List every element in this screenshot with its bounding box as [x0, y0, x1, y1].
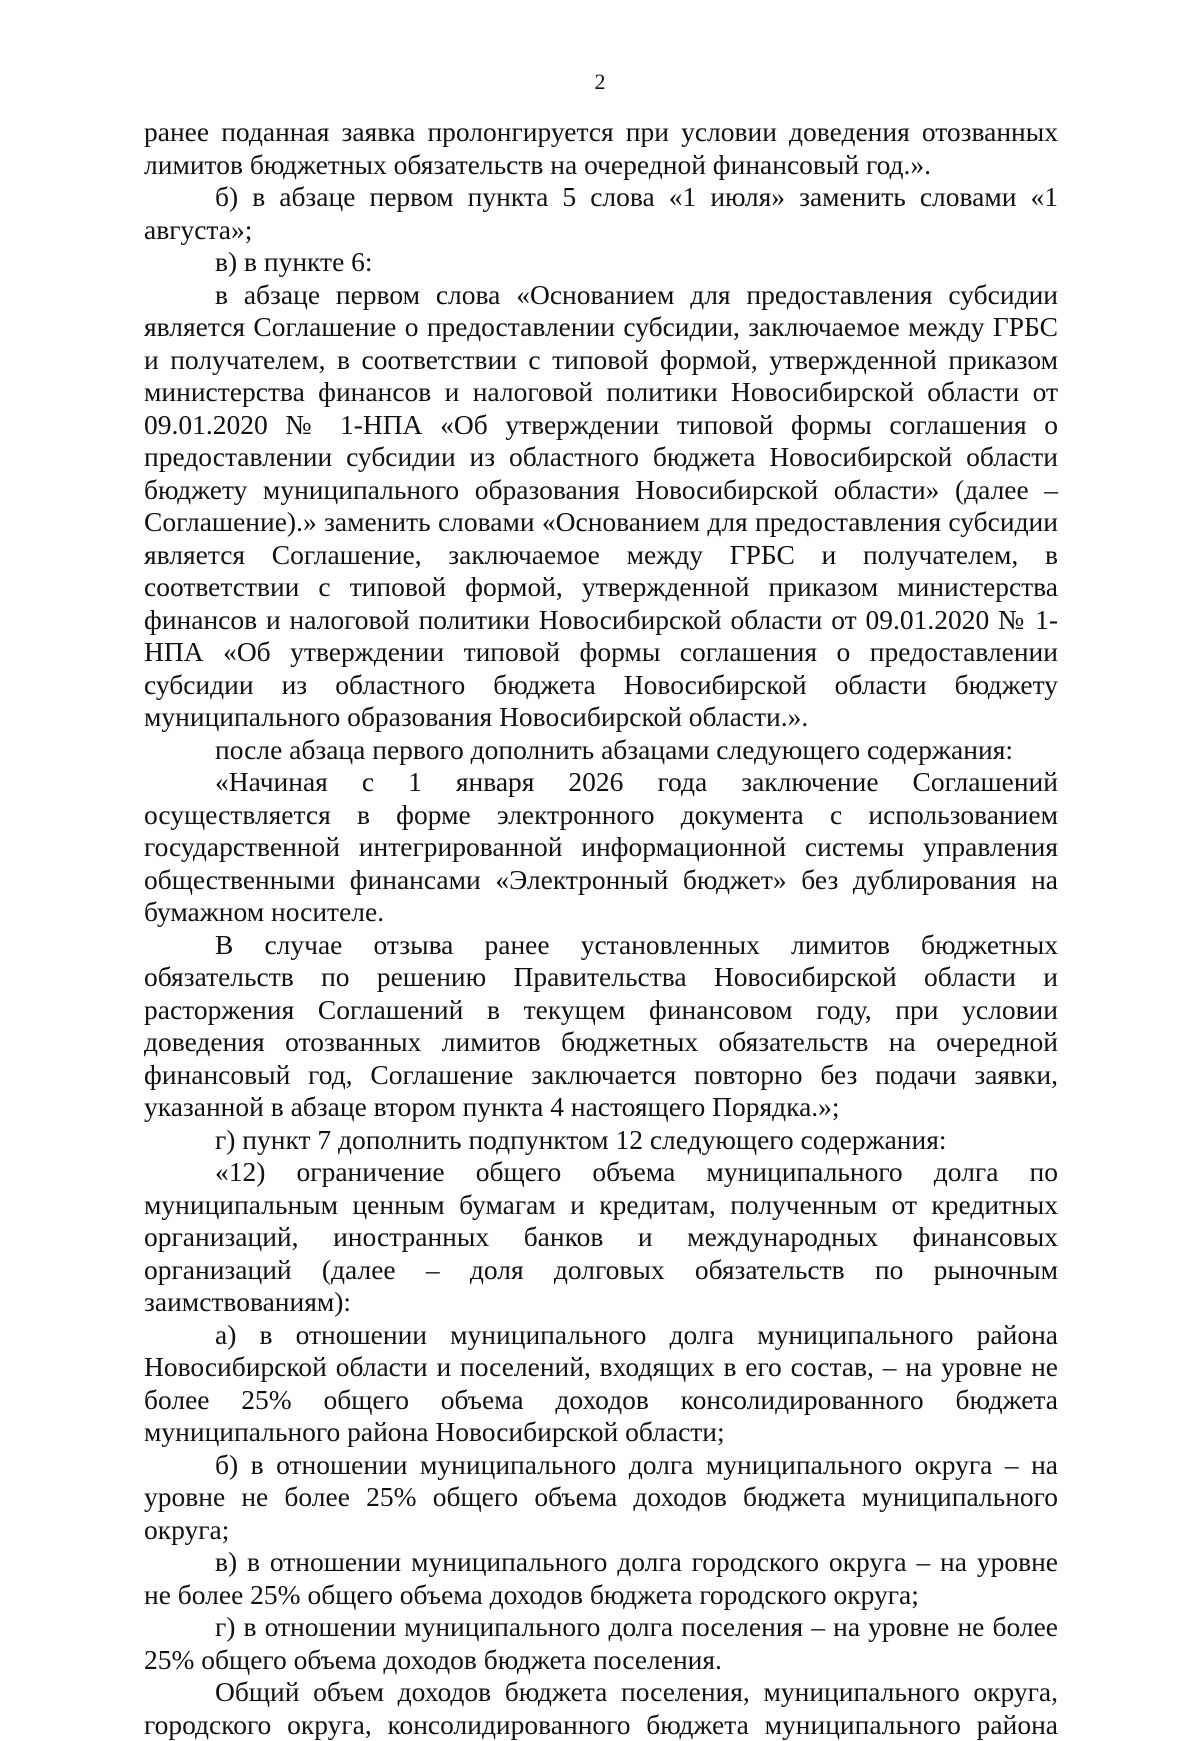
- paragraph-item-v: в) в отношении муниципального долга городского округа – на уровне не более 25% общего объема доходов бюджета городского округа;: [144, 1546, 1058, 1610]
- paragraph-amendment-g: г) пункт 7 дополнить подпунктом 12 следующего содержания:: [215, 1123, 947, 1155]
- page-number: 2: [594, 69, 606, 94]
- paragraph-first-abzac-replacement: в абзаце первом слова «Основанием для предоставления субсидии является Соглашение о предоставлении субсидии, заключаемое между ГРБС и получателем, в соответствии с типовой формой, утвержденной приказом министерства финансов и налоговой политики Новосибирской области от 09.01.2020 № 1-НПА «Об утверждении типовой формы соглашения о предоставлении субсидии из областного бюджета Новосибирской области бюджету муниципального образования Новосибирской области» (далее – Соглашение).» заменить словами «Основанием для предоставления субсидии является Соглашение, заключаемое между ГРБС и получателем, в соответствии с типовой формой, утвержденной приказом министерства финансов и налоговой политики Новосибирской области от 09.01.2020 № 1-НПА «Об утверждении типовой формы соглашения о предоставлении субсидии из областного бюджета Новосибирской области бюджету муниципального образования Новосибирской области.».: [144, 278, 1058, 732]
- document-body: [144, 116, 1058, 1741]
- paragraph-subpoint-12: «12) ограничение общего объема муниципального долга по муниципальным ценным бумагам и кредитам, полученным от кредитных организаций, иностранных банков и международных финансовых организаций (далее – доля долговых обязательств по рыночным заимствованиям):: [144, 1156, 1058, 1317]
- paragraph-total-revenue: Общий объем доходов бюджета поселения, муниципального округа, городского округа, консолидированного бюджета муниципального района: [144, 1676, 1058, 1740]
- paragraph-item-b: б) в отношении муниципального долга муниципального округа – на уровне не более 25% общего объема доходов бюджета муниципального округа;: [144, 1448, 1058, 1545]
- paragraph-item-g: г) в отношении муниципального долга поселения – на уровне не более 25% общего объема доходов бюджета поселения.: [144, 1611, 1058, 1675]
- paragraph-item-a: а) в отношении муниципального долга муниципального района Новосибирской области и поселений, входящих в его состав, – на уровне не более 25% общего объема доходов консолидированного бюджета муниципального района Новосибирской области;: [144, 1318, 1058, 1447]
- paragraph-limit-withdrawal: В случае отзыва ранее установленных лимитов бюджетных обязательств по решению Правительства Новосибирской области и расторжения Соглашений в текущем финансовом году, при условии доведения отозванных лимитов бюджетных обязательств на очередной финансовый год, Соглашение заключается повторно без подачи заявки, указанной в абзаце втором пункта 4 настоящего Порядка.»;: [144, 928, 1058, 1122]
- paragraph-amendment-v: в) в пункте 6:: [215, 246, 373, 277]
- paragraph-after-first-abzac: после абзаца первого дополнить абзацами следующего содержания:: [215, 733, 1013, 765]
- paragraph-amendment-b: б) в абзаце первом пункта 5 слова «1 июля» заменить словами «1 августа»;: [144, 181, 1058, 245]
- paragraph-continuation: ранее поданная заявка пролонгируется при условии доведения отозванных лимитов бюджетных обязательств на очередной финансовый год.».: [144, 116, 1058, 180]
- paragraph-electronic-budget: «Начиная с 1 января 2026 года заключение Соглашений осуществляется в форме электронного документа с использованием государственной интегрированной информационной системы управления общественными финансами «Электронный бюджет» без дублирования на бумажном носителе.: [144, 766, 1058, 927]
